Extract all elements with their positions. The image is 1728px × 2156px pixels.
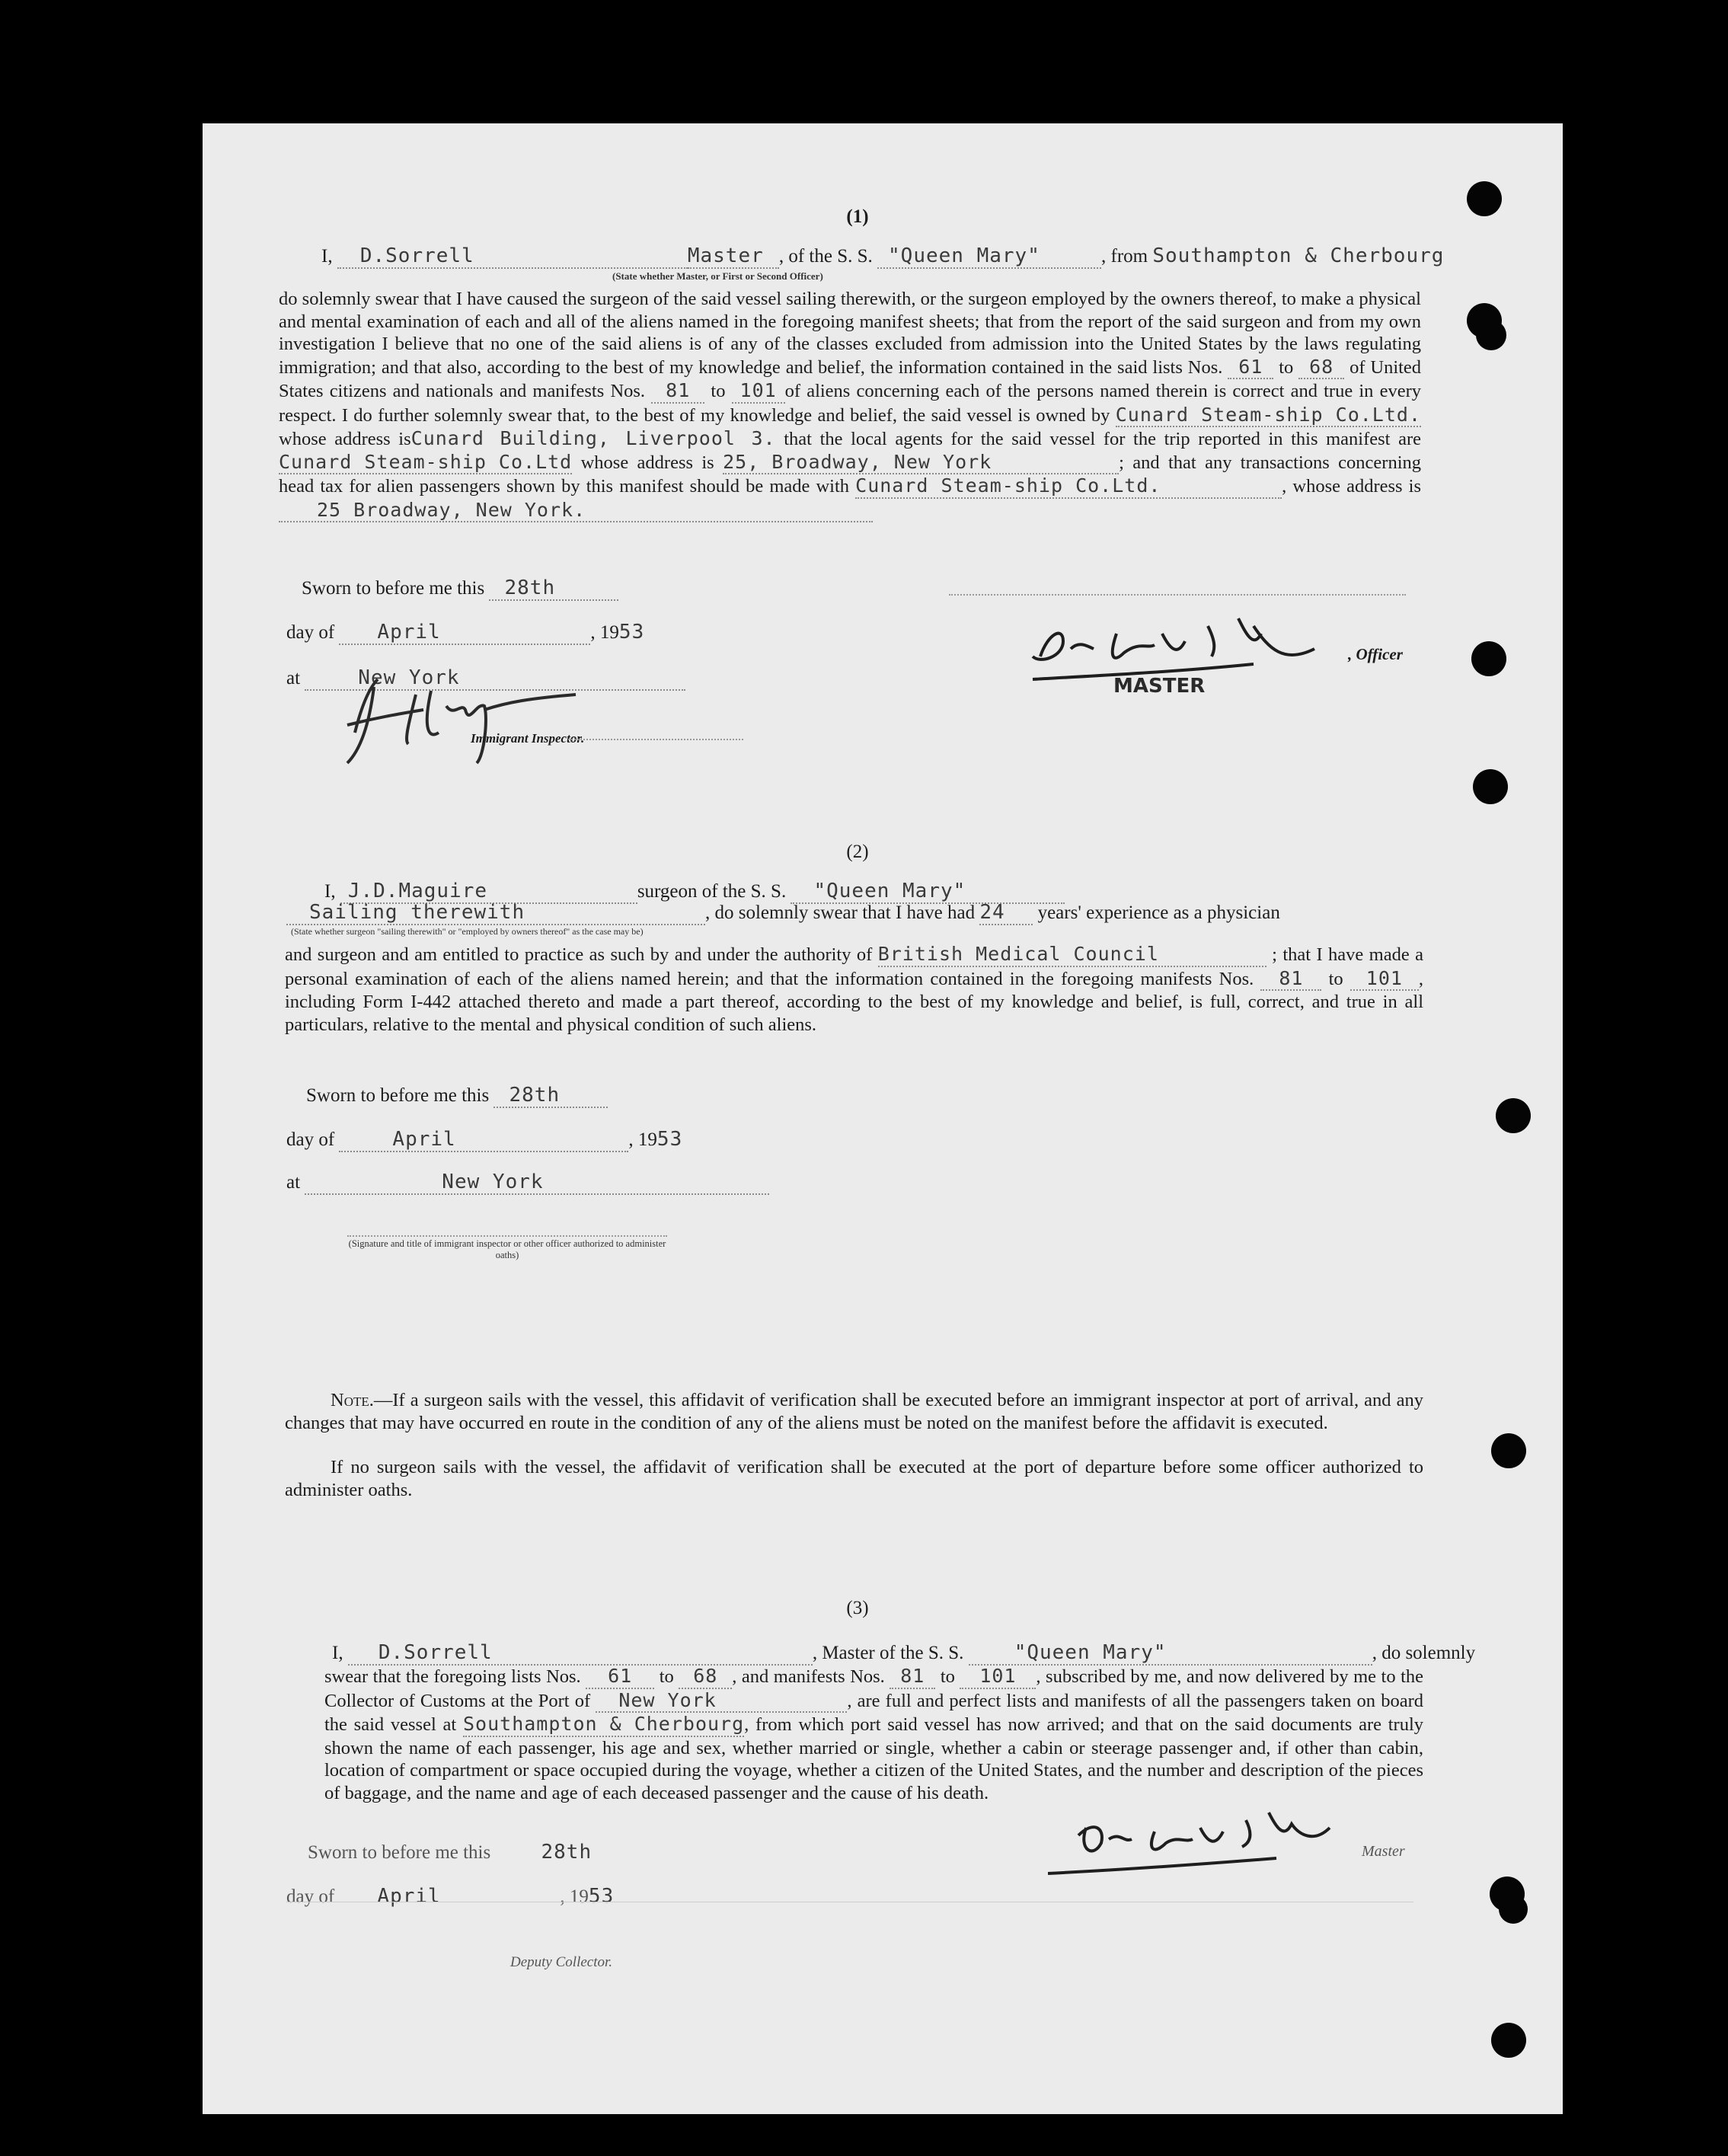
- sworn-label: Sworn to before me this: [308, 1842, 491, 1863]
- date-line: [286, 621, 644, 645]
- to-label: to: [1328, 968, 1343, 989]
- oath-text: , including Form I-442 attached thereto and made a part thereof, according to the best of my knowledge and belief, is full, correct, and true in all particulars, relative to the mental and physical condition of such aliens.: [285, 968, 1423, 1035]
- oath-text: that the local agents for the said vessel for the trip reported in this manifest are: [784, 429, 1422, 449]
- date-line: [286, 1129, 682, 1152]
- note-label: Note.: [331, 1390, 374, 1410]
- sworn-year: 53: [588, 1885, 615, 1908]
- manifests-to-number: 101: [960, 1665, 1036, 1689]
- surgeon-name: J.D.Maguire: [340, 880, 637, 904]
- from-label: , from: [1101, 246, 1148, 267]
- oath-text: swear that the foregoing lists Nos.: [324, 1666, 581, 1687]
- manifests-to-number: 101: [1350, 967, 1419, 992]
- ship-name: "Queen Mary": [969, 1642, 1372, 1666]
- master-oath-first-line: [321, 245, 1444, 269]
- master-of-label: , Master of the S. S.: [812, 1643, 964, 1663]
- surgeon-of-label: surgeon of the S. S.: [637, 881, 787, 902]
- punch-hole: [1491, 2023, 1526, 2058]
- embarkation-ports: Southampton & Cherbourg: [463, 1713, 744, 1737]
- punch-hole: [1467, 181, 1502, 216]
- authority-name: British Medical Council: [878, 943, 1266, 967]
- sworn-label: Sworn to before me this: [302, 578, 485, 599]
- master-oath-body: [279, 288, 1421, 522]
- inspector-signature-note: (Signature and title of immigrant inspector or other officer authorized to administer oaths): [348, 1238, 666, 1260]
- day-of-label: day of: [286, 1886, 335, 1907]
- master-label: Master: [1362, 1843, 1405, 1860]
- departure-port: Southampton & Cherbourg: [1152, 244, 1445, 267]
- year-prefix: , 19: [628, 1129, 657, 1150]
- of-ship-label: , of the S. S.: [778, 246, 873, 267]
- surgeon-oath-body: [285, 943, 1423, 1036]
- surgeon-status-note: (State whether surgeon "sailing therewith" or "employed by owners thereof" as the case may be): [291, 926, 644, 937]
- punch-hole: [1496, 1098, 1531, 1133]
- signature-dotted-line: [568, 739, 743, 740]
- oath-text: , whose address is: [1282, 476, 1422, 497]
- to-label: to: [940, 1666, 955, 1687]
- oath-text: whose address is: [580, 452, 714, 473]
- sworn-month: April: [339, 1129, 628, 1152]
- year-prefix: , 19: [560, 1886, 589, 1907]
- years-experience: 24: [979, 902, 1033, 925]
- punch-hole: [1471, 641, 1506, 676]
- head-tax-agent-address: 25 Broadway, New York.: [279, 499, 873, 523]
- sworn-day: 28th: [541, 1841, 593, 1864]
- verification-note: [285, 1389, 1423, 1434]
- rank-note: (State whether Master, or First or Second Officer): [612, 270, 823, 282]
- inspector-signature-line: [347, 1235, 667, 1237]
- deputy-collector-label: Deputy Collector.: [510, 1954, 613, 1970]
- sworn-year: 53: [618, 621, 645, 644]
- oath-text: of aliens concerning each of the persons named therein is correct and true in every respect. I do further solemnly swear that, to the best of my knowledge and belief, the said vessel is owned by: [279, 381, 1421, 426]
- oath-text: , are full and perfect lists and manifests of all the passengers taken on board the said vessel at: [324, 1690, 1423, 1735]
- oath-text: , and manifests Nos.: [732, 1666, 885, 1687]
- section-number: (1): [846, 206, 869, 227]
- master-name: D.Sorrell: [348, 1642, 813, 1666]
- day-of-label: day of: [286, 622, 335, 643]
- officer-label: , Officer: [1348, 645, 1403, 663]
- to-label: to: [659, 1666, 674, 1687]
- master-stamp: MASTER: [1113, 675, 1206, 698]
- pronoun-label: I,: [321, 246, 333, 267]
- sworn-year: 53: [656, 1128, 683, 1151]
- ship-name: "Queen Mary": [791, 880, 1065, 904]
- document-page: [203, 123, 1563, 2114]
- oath-text: , from which port said vessel has now arrived; and that on the said documents are truly shown the name of each passenger, his age and sex, whether married or single, whether a cabin or steerage passenger and, if other than cabin, location of compartment or space occupied during the voyage, whether a citizen of the United States, and the number and description of the pieces of baggage, and the name and age of each deceased passenger and the cause of his death.: [324, 1714, 1424, 1803]
- sworn-place: New York: [305, 1171, 769, 1195]
- sworn-month: April: [377, 1885, 441, 1908]
- to-label: to: [711, 381, 726, 401]
- pronoun-label: I,: [332, 1643, 343, 1663]
- oath-text: , do solemnly swear that I have had: [705, 902, 976, 923]
- manifests-from-number: 81: [651, 379, 704, 404]
- master-signature: [1048, 1797, 1368, 1881]
- oath-text: of United States citizens and nationals and manifests Nos.: [279, 356, 1422, 401]
- lists-to-number: 68: [679, 1665, 732, 1689]
- head-tax-agent: Cunard Steam-ship Co.Ltd.: [855, 474, 1282, 499]
- sworn-line: [302, 577, 618, 601]
- year-prefix: , 19: [590, 622, 619, 643]
- punch-hole: [1491, 1433, 1526, 1468]
- oath-text: years' experience as a physician: [1037, 902, 1280, 923]
- manifests-from-number: 81: [890, 1665, 935, 1689]
- surgeon-oath-second-line: [286, 902, 1280, 925]
- inspector-title: Immigrant Inspector.: [471, 731, 585, 746]
- oath-text: ;: [1272, 944, 1277, 965]
- day-of-label: day of: [286, 1129, 335, 1150]
- officer-rank: Master: [688, 245, 779, 269]
- to-label: to: [1279, 356, 1294, 378]
- at-label: at: [286, 1172, 301, 1193]
- sworn-day: 28th: [493, 1084, 608, 1108]
- sworn-month: April: [339, 621, 590, 645]
- punch-hole: [1476, 320, 1506, 350]
- section-number: (2): [846, 842, 869, 862]
- note-text: —If a surgeon sails with the vessel, this affidavit of verification shall be executed before an immigrant inspector at port of arrival, and any changes that may have occurred en route in the condition of any of the aliens must be noted on the manifest before the affidavit is executed.: [285, 1390, 1423, 1433]
- oath-text: , subscribed by me, and now delivered by me to the Collector of Customs at the Port of: [324, 1666, 1424, 1711]
- lists-to-number: 68: [1298, 356, 1344, 380]
- owner-address: Cunard Building, Liverpool 3.: [410, 427, 776, 449]
- ship-name: "Queen Mary": [877, 245, 1101, 269]
- agents-address: 25, Broadway, New York: [723, 451, 1119, 475]
- punch-hole: [1473, 769, 1508, 804]
- at-label: at: [286, 668, 301, 688]
- surgeon-status: Sailing therewith: [286, 902, 705, 925]
- arrival-port: New York: [596, 1689, 847, 1714]
- place-line: [286, 1171, 769, 1195]
- inspector-signature: [332, 672, 652, 771]
- section-number: (3): [846, 1598, 869, 1618]
- verification-note-2: [285, 1456, 1423, 1501]
- oath-text: and surgeon and am entitled to practice as such by and under the authority of: [285, 944, 873, 965]
- oath-text: do solemnly swear that I have caused the surgeon of the said vessel sailing therewith, or the surgeon employed by the owners thereof, to make a physical and mental examination of each and all of the aliens named in the foregoing manifest sheets; that from the report of the said surgeon and from my own investigation I believe that no one of the said aliens is of any of the classes excluded from admission into the United States by the laws regulating immigration; and that also, according to the best of my knowledge and belief, the information contained in the said lists Nos.: [279, 289, 1421, 378]
- sworn-line: [308, 1841, 592, 1864]
- delivery-oath-body: [324, 1665, 1423, 1804]
- note-text: If no surgeon sails with the vessel, the affidavit of verification shall be executed at the port of departure before some officer authorized to administer oaths.: [285, 1457, 1423, 1500]
- vessel-owner: Cunard Steam-ship Co.Ltd.: [1116, 404, 1421, 428]
- sworn-place: New York: [305, 667, 685, 691]
- pronoun-label: I,: [324, 881, 336, 902]
- punch-hole: [1499, 1895, 1528, 1924]
- oath-text: whose address is: [279, 429, 411, 449]
- sworn-label: Sworn to before me this: [306, 1085, 490, 1106]
- manifests-to-number: 101: [732, 379, 785, 404]
- delivery-oath-first-line: [332, 1642, 1475, 1666]
- oath-text: ; and that any transactions concerning head tax for alien passengers shown by this manifest should be made with: [279, 452, 1422, 497]
- officer-name: D.Sorrell: [337, 245, 688, 269]
- manifests-from-number: 81: [1260, 967, 1321, 992]
- local-agents: Cunard Steam-ship Co.Ltd: [279, 451, 572, 475]
- oath-text: , do solemnly: [1372, 1643, 1476, 1663]
- date-line: [286, 1886, 614, 1908]
- oath-text: that I have made a personal examination of each of the aliens named herein; and that the information contained in the foregoing manifests Nos.: [285, 944, 1424, 989]
- lists-from-number: 61: [586, 1665, 654, 1689]
- officer-signature-line: [949, 594, 1406, 596]
- sworn-day: 28th: [489, 577, 618, 601]
- lists-from-number: 61: [1228, 356, 1273, 380]
- sworn-line: [306, 1084, 608, 1108]
